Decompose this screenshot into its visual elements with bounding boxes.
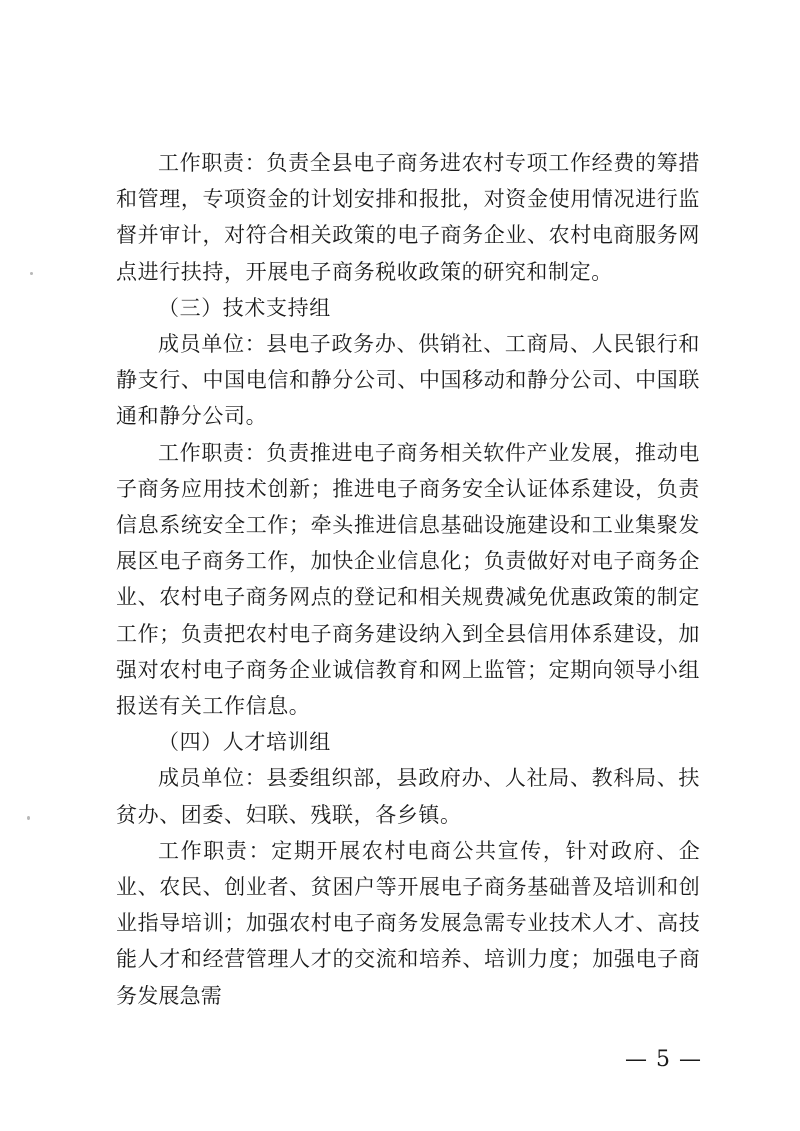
paragraph-training-members: 成员单位：县委组织部，县政府办、人社局、教科局、扶贫办、团委、妇联、残联，各乡镇。 (116, 766, 700, 827)
page-number: — 5 — (625, 1047, 702, 1072)
document-body (116, 145, 700, 1014)
heading-talent-training-group: （四）人才培训组 (158, 730, 331, 755)
paragraph-finance-duties: 工作职责：负责全县电子商务进农村专项工作经费的筹措和管理，专项资金的计划安排和报批，对资金使用情况进行监督并审计，对符合相关政策的电子商务企业、农村电商服务网点进行扶持，开展电子商务税收政策的研究和制定。 (116, 151, 700, 284)
paragraph-training-duties: 工作职责：定期开展农村电商公共宣传，针对政府、企业、农民、创业者、贫困户等开展电子商务基础普及培训和创业指导培训；加强农村电子商务发展急需专业技术人才、高技能人才和经营管理人才的交流和培养、培训力度；加强电子商务发展急需 (116, 838, 700, 1008)
scan-speck (30, 272, 33, 275)
heading-tech-support-group: （三）技术支持组 (158, 295, 331, 320)
paragraph-tech-duties: 工作职责：负责推进电子商务相关软件产业发展，推动电子商务应用技术创新；推进电子商务安全认证体系建设，负责信息系统安全工作；牵头推进信息基础设施建设和工业集聚发展区电子商务工作，加快企业信息化；负责做好对电子商务企业、农村电子商务网点的登记和相关规费减免优惠政策的制定工作；负责把农村电子商务建设纳入到全县信用体系建设，加强对农村电子商务企业诚信教育和网上监管；定期向领导小组报送有关工作信息。 (116, 440, 700, 719)
scan-speck (27, 816, 30, 820)
paragraph-tech-members: 成员单位：县电子政务办、供销社、工商局、人民银行和静支行、中国电信和静分公司、中国移动和静分公司、中国联通和静分公司。 (116, 332, 700, 429)
